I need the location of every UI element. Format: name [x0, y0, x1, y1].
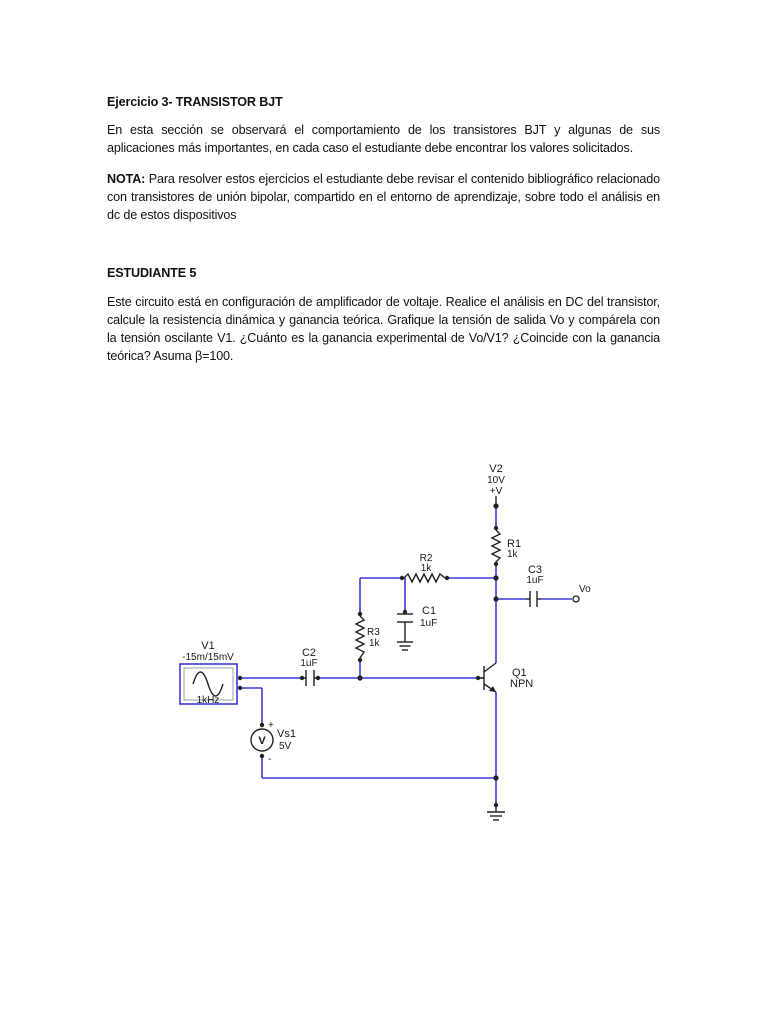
q1-name: Q1	[512, 667, 527, 679]
student-heading: ESTUDIANTE 5	[107, 266, 197, 280]
v2-supply	[487, 463, 505, 506]
v2-symbol: +V	[489, 486, 503, 497]
c1-name: C1	[422, 605, 437, 617]
output-label: Vo	[579, 584, 591, 595]
v2-name: V2	[489, 463, 503, 475]
c2-value: 1uF	[300, 658, 318, 669]
resistor-r3	[356, 616, 381, 658]
resistor-r1	[492, 530, 521, 562]
r1-value: 1k	[507, 549, 518, 560]
capacitor-c2	[300, 647, 318, 686]
v1-name: V1	[201, 640, 215, 652]
v1-frequency: 1kHz	[196, 695, 220, 706]
resistor-r2	[404, 553, 445, 582]
circuit-wires	[240, 506, 572, 805]
junction-dots	[238, 503, 499, 807]
exercise-title: Ejercicio 3- TRANSISTOR BJT	[107, 95, 283, 109]
c3-name: C3	[527, 564, 543, 576]
r2-name: R2	[419, 553, 433, 564]
signal-source-v1	[180, 640, 237, 706]
v1-amplitude: -15m/15mV	[182, 652, 234, 663]
r2-value: 1k	[420, 563, 432, 574]
voltmeter-vs1	[251, 720, 296, 765]
r3-name: R3	[367, 627, 380, 638]
note-paragraph	[107, 170, 660, 224]
c3-value: 1uF	[526, 575, 544, 586]
c1-value: 1uF	[420, 618, 438, 629]
note-text: Para resolver estos ejercicios el estudiante debe revisar el contenido bibliográfico relacionado con transistores de unión bipolar, compartido en el entorno de aprendizaje, sobre todo el análisis en dc de estos dispositivos	[107, 172, 660, 222]
capacitor-c3	[526, 564, 544, 607]
vs1-plus: +	[268, 720, 274, 731]
vs1-minus: -	[268, 754, 272, 765]
task-paragraph: Este circuito está en configuración de amplificador de voltaje. Realice el análisis en DC del transistor, calcule la resistencia dinámica y ganancia teórica. Grafique la tensión de salida Vo y compárela con la tensión oscilante V1. ¿Cuánto es la ganancia experimental de Vo/V1? ¿Coincide con la ganancia teórica? Asuma β=100.	[107, 295, 660, 363]
note-label: NOTA:	[107, 172, 146, 186]
intro-paragraph: En esta sección se observará el comportamiento de los transistores BJT y algunas de sus aplicaciones más importantes, en cada caso el estudiante debe encontrar los valores solicitados.	[107, 123, 660, 155]
c2-name: C2	[301, 647, 317, 659]
vs1-meter-symbol: V	[258, 735, 266, 747]
q1-type: NPN	[510, 678, 534, 690]
bjt-amplifier-circuit	[160, 455, 620, 830]
ground-symbol	[487, 805, 505, 820]
transistor-q1	[478, 663, 533, 692]
output-terminal	[573, 584, 591, 602]
r1-name: R1	[507, 538, 522, 550]
vs1-name: Vs1	[277, 728, 296, 740]
vs1-value: 5V	[279, 741, 292, 752]
v2-value: 10V	[487, 475, 505, 486]
r3-value: 1k	[369, 638, 380, 649]
